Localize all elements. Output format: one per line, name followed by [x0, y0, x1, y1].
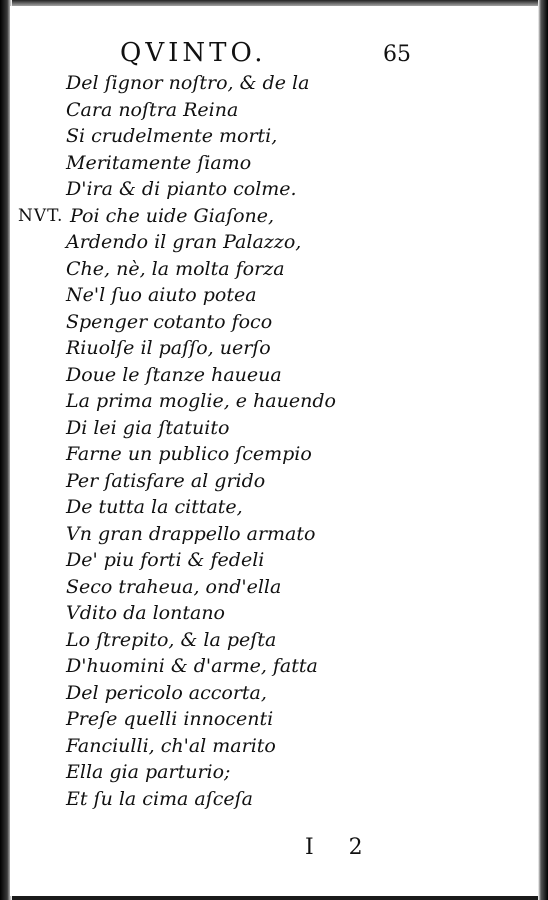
verse-line [0, 362, 548, 389]
verse-text: Riuolſe il paſſo, uerſo [66, 337, 271, 359]
verse-text: D'huomini & d'arme, fatta [66, 655, 318, 677]
signature-mark: I 2 [305, 835, 377, 860]
verse-text: D'ira & di pianto colme. [66, 178, 297, 200]
verse-text: Farne un publico ſcempio [66, 443, 312, 465]
verse-text: Che, nè, la molta forza [66, 257, 285, 280]
verse-line [0, 521, 548, 548]
verse-line [0, 627, 548, 654]
verse-block [0, 70, 548, 812]
verse-text: Cara noſtra Reina [66, 98, 239, 121]
verse-text: Seco traheua, ond'ella [66, 575, 282, 598]
verse-line [0, 786, 548, 813]
verse-text: Fanciulli, ch'al marito [66, 734, 276, 757]
verse-text: De tutta la cittate, [66, 496, 243, 518]
page-footer [0, 835, 548, 865]
speaker-label: NVT. [18, 205, 64, 226]
verse-line [0, 494, 548, 521]
verse-text: De' piu forti & fedeli [66, 549, 265, 571]
verse-text: Doue le ſtanze haueua [66, 363, 282, 386]
verse-line [0, 468, 548, 495]
verse-text: Preſe quelli innocenti [66, 708, 274, 730]
verse-text: Ella gia parturio; [66, 761, 231, 783]
verse-line [0, 282, 548, 309]
verse-text: Vdito da lontano [66, 602, 225, 624]
verse-line [0, 203, 548, 230]
verse-line [0, 150, 548, 177]
verse-text: Vn gran drappello armato [66, 522, 316, 545]
verse-line [0, 733, 548, 760]
verse-text: Del ſignor noſtro, & de la [66, 72, 310, 94]
running-head: QVINTO. [120, 38, 267, 68]
verse-text: La prima moglie, e hauendo [66, 390, 336, 412]
verse-text: Ardendo il gran Palazzo, [66, 231, 302, 253]
verse-line [0, 229, 548, 256]
verse-line [0, 547, 548, 574]
verse-line [0, 706, 548, 733]
verse-text: Spenger cotanto foco [66, 310, 273, 333]
verse-line [0, 335, 548, 362]
verse-line [0, 759, 548, 786]
verse-text: Si crudelmente morti, [66, 125, 278, 147]
verse-line [0, 680, 548, 707]
verse-text: Meritamente ſiamo [66, 151, 252, 174]
verse-text: Ne'l ſuo aiuto potea [66, 284, 257, 306]
page-number: 65 [383, 42, 411, 67]
verse-line [0, 415, 548, 442]
verse-text: Per ſatisfare al grido [66, 469, 266, 492]
verse-text: Poi che uide Giaſone, [70, 204, 275, 227]
verse-line [0, 309, 548, 336]
verse-line [0, 388, 548, 415]
verse-line [0, 574, 548, 601]
verse-line [0, 441, 548, 468]
verse-line [0, 97, 548, 124]
verse-line [0, 70, 548, 97]
verse-line [0, 653, 548, 680]
verse-text: Di lei gia ſtatuito [66, 416, 230, 439]
verse-text: Lo ſtrepito, & la peſta [66, 628, 277, 651]
verse-line [0, 256, 548, 283]
verse-line [0, 600, 548, 627]
verse-line [0, 123, 548, 150]
verse-line [0, 176, 548, 203]
verse-text: Del pericolo accorta, [66, 681, 267, 704]
verse-text: Et ſu la cima aſceſa [66, 787, 254, 810]
